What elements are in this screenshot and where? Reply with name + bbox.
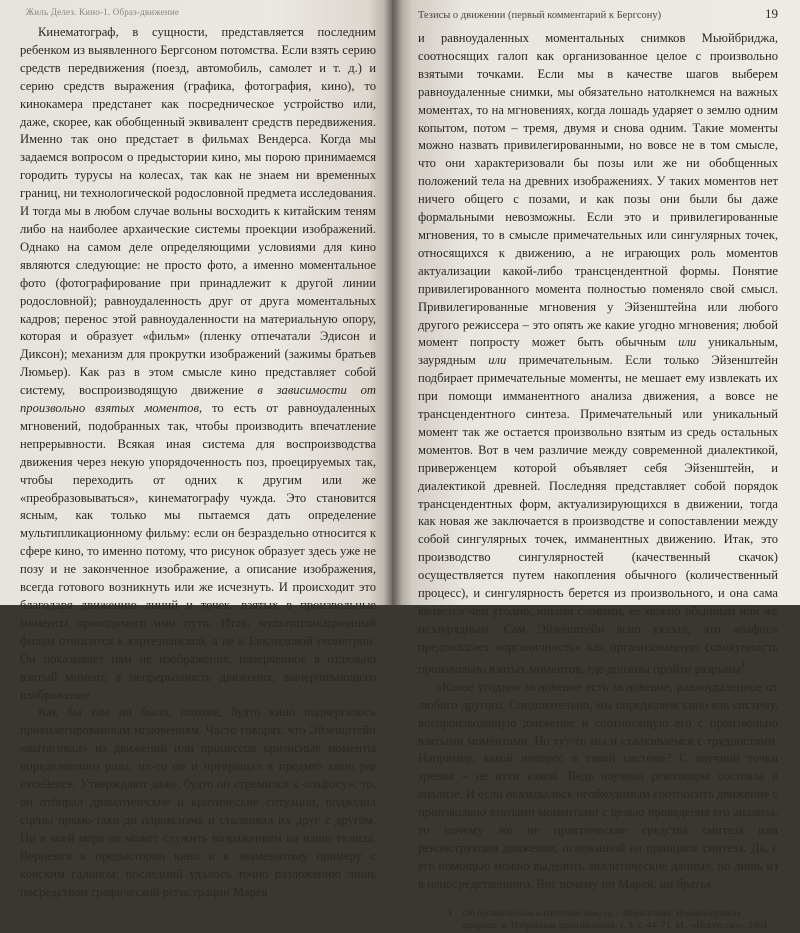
right-paragraph-2: «Какое угодно» мгновение есть мгновение, равноудаленное от любого другого. Следовательно, мы определяем кино как систему, воспроизводящую движение и соотносящую его с произвольно взятыми моментами. Но тут-то мы и сталкиваемся с трудностями. Например, какой интерес в такой системе? С научной точки зрения – не ахти какой. Ведь научная революция состояла в анализе. И если оказывалось необходимым соотносить движение с произвольно взятыми моментами с целью проведения его анализа, то почему же не практические средства синтеза или реконструкции движения, основанной на принципе синтеза. Да, с его помощью можно выделить аналитические данные, но лишь из в непосредственного. Вот почему ни Марей, ни братья [418,679,778,891]
left-paragraph-1 [20,24,376,704]
right-paragraph-1-part-c: примечательным. Если только Эйзенштейн подбирает примечательные моменты, не мешает ему извлекать их при помощи имманентного анализа движения, а вовсе не трансцендентного синтеза. Примечательный или уникальный момент так же остается произвольно взятым из средь остальных моментов. Вот в чем различие между современной диалектикой, приверженцем которой объявляет себя Эйзенштейн, и диалектикой древней. Последняя представляет собой порядок трансцендентных форм, актуализирующихся в движении, тогда как новая же заключается в производстве и сопоставлении между собой сингулярных точек, имманентных движению. Итак, это производство сингулярностей (качественный скачок) осуществляется путем накопления обычного (количественный процесс), и сингулярность берется из произвольного, и она сама является чем угодно, иными словами, ее можно обычным или же незаурядным. Сам Эйзенштейн ясно указал, что «пафос» предполагает «органичность» как организованную совокупность произвольно взятых моментов, где должны пройти разрывы [418,353,779,676]
left-paragraph-1-part-b: , то есть от равноудаленных мгновений, подобранных так, чтобы производить впечатление непрерывности. Всякая иная система для воспроизводства движения через некую упорядоченность поз, проецируемых так, чтобы переходить от одних к другим или же «преобразовываться», кинематографу чужда. Это становится ясным, как только мы пытаемся дать определение мультипликационному фильму: если он безраздельно относится к сфере кино, то именно потому, что рисунок образует здесь уже не позу и не законченное изображение, а описание изображения, всегда готового возникнуть или же исчезнуть. И происходит это благодаря движению линий и точек, взятых в произвольные моменты проходимого ими пути. Итак, мультипликационный фильм относится к картезианской, а не к Евклидовой геометрии. Он показывает нам не изображение, начерченное в отдельно взятый момент, а непрерывность движения, вычерчивающего изображение. [20,401,376,702]
right-paragraph-1-emphasis-1: или [678,335,697,350]
left-page [0,0,392,899]
footnote [418,908,778,933]
right-page [392,0,800,932]
book-gutter-shadow [384,0,402,605]
footnote-text: Об органическом и патетическом, ср.: Эйзенштейн. Неравнодушная природа, в: Избранные произведения, т. 3, с. 44–71. М., «Искусство», 1964. [462,907,770,932]
left-paragraph-2: Как бы там ни было, похоже, будто кино подвергалось привилегированным мгновениям. Часто говорят, что Эйзенштейн «вытягивал» из движений или процессов кризисные моменты определенного рода, их-то он и превращал в предмет кино par excellence. Утверждают даже, будто он стремился к «пафосу»: то, он отбирал драматические и критические ситуации, подводил сцены прямо-таки до пароксизма и сталкивал их друг с другом. Ни в коей мере не может служить возражением на наши тезисы. Вернемся к предыстории кино и к знаменитому примеру с конским галопом: последний удалось точно разложению лишь посредством графической регистрации Марея [20,705,376,899]
footnote-mark: 1 [448,907,453,919]
footnote-reference: 1 [740,659,746,671]
right-paragraph-1-part-a: и равноудаленных моментальных снимков Мьюйбриджа, соотносящих галоп как организованное целое с произвольно взятыми точками. Если мы в качестве шагов выберем равноудаленные снимки, мы обязательно натолкнемся на важных моментах, то на мгновениях, когда лошадь ударяет о землю одним копытом, потом – тремя, двумя и снова одним. Такие моменты можно назвать привилегированными, но вовсе не в том смысле, что они характеризовали бы позы или же ни обобщенных положений тела на древних изображениях. У таких моментов нет ничего общего с позами, и как позы они были бы даже формальными невозможны. Если это и привилегированные мгновения, то в смысле примечательных или сингулярных точек, относящихся к движению, а не играющих роль моментов актуализации какой-либо трансцендентной формы. Понятие привилегированного момента полностью поменяло свой смысл. Привилегированные мгновения у Эйзенштейна или любого другого режиссера – это опять же какие угодно мгновения; любой момент попросту может быть обычным [418,31,778,350]
running-head-left: Жиль Делез. Кино-1. Образ-движение [26,7,180,17]
page-number: 19 [765,6,778,21]
right-paragraph-1-emphasis-2: или [488,353,507,368]
running-head-title: Тезисы о движении (первый комментарий к Бергсону) [418,10,662,21]
running-head-right [418,6,778,22]
right-page-text [418,30,778,894]
left-page-text [20,24,376,901]
left-paragraph-1-part-a: Кинематограф, в сущности, представляется последним ребенком из выявленного Бергсоном потомства. Если взять серию средств передвижения (поезд, автомобиль, самолет и т. д.) и серию средств выражения (графика, фотография, кино), то кинокамера предстанет как посредническое устройство или, даже, скорее, как обобщенный эквивалент средств передвижения. Именно так оно предстает в фильмах Вендерса. Когда мы задаемся вопросом о предыстории кино, мы порою принимаемся городить турусы на колесах, так как не знаем ни временных границ, ни технологической родословной предмета исследования. И тогда мы в любом случае вольны восходить к китайским теням либо на наиболее архаические системы проекции изображений. Однако на самом деле определяющими условиями для кино являются следующие: не просто фото, а именно моментальное фото (фотографирование при принадлежит к другой линии родословной); равноудаленность друг от друга моментальных кадров; перенос этой равноудаленности на материальную опору, которая и образует «фильм» (пленку отпечатали Эдисон и Диксон); механизм для прокрутки изображений (зажимы братьев Люмьер). Как раз в этом смысле кино представляет собой систему, воспроизводящую движение [20,25,376,398]
right-paragraph-1 [418,30,778,679]
left-paragraph-1-emphasis: в зависимости от произвольно взятых моментов [20,383,376,416]
right-paragraph-1-part-b: уникальным, заурядным [418,335,778,368]
right-paragraph-1-end: . [745,661,750,676]
